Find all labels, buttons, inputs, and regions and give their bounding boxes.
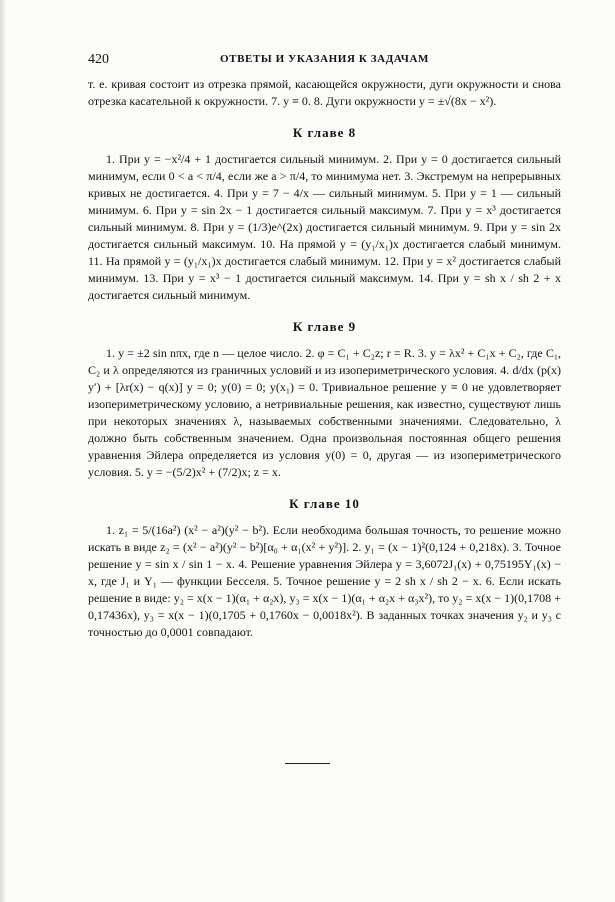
chapter-10-answers: 1. z₁ = 5/(16a²) (x² − a²)(y² − b²). Если необходима большая точность, то решение можно искать в виде z₂ = (x² − a²)(y² − b²)[α₀ + α₁(x² + y²)]. 2. y₁ = (x − 1)²(0,124 + 0,218x). 3. Точное решение y = sin x / sin 1 − x. 4. Решение уравнения Эйлера y = 3,6072J₁(x) + 0,75195Y₁(x) − x, где J₁ и Y₁ — функции Бесселя. 5. Точное решение y = 2 sh x / sh 2 − x. 6. Если искать решение в виде: y₂ = x(x − 1)(α₁ + α₂x), y₃ = x(x − 1)(α₁ + α₂x + α₃x²), то y₂ = x(x − 1)(0,1708 + 0,17436x), y₃ = x(x − 1)(0,1705 + 0,1760x − 0,0018x²). В заданных точках значения y₂ и y₃ с точностью до 0,0001 совпадают. [88,523,561,639]
page-number: 420 [88,52,109,67]
chapter-10-heading: К главе 10 [289,496,360,511]
chapter-9-answers: 1. y = ±2 sin nπx, где n — целое число. 2. φ = C₁ + C₂z; r = R. 3. y = λx² + C₁x + C₂, где C₁, C₂ и λ определяются из граничных условий и из изопериметрического условия. 4. d/dx (p(x) y′) + [λr(x) − q(x)] y = 0; y(0) = 0; y(x₁) = 0. Тривиальное решение y ≡ 0 не удовлетворяет изопериметрическому условию, а нетривиальные решения, как известно, существуют лишь при некоторых значениях λ, называемых собственными значениями. Следовательно, λ должно быть собственным значением. Одна произвольная постоянная общего решения уравнения Эйлера определяется из условия y(0) = 0, другая — из изопериметрического условия. 5. y = −(5/2)x² + (7/2)x; z = x. [88,346,561,479]
page-binding-edge [0,0,6,902]
chapter-8-answers: 1. При y = −x²/4 + 1 достигается сильный минимум. 2. При y = 0 достигается сильный минимум, если 0 < a < π/4, если же a > π/4, то минимума нет. 3. Экстремум на непрерывных кривых не достигается. 4. При y = 7 − 4/x — сильный минимум. 5. При y = 1 — сильный минимум. 6. При y = sin 2x − 1 достигается сильный максимум. 7. При y = x³ достигается сильный минимум. 8. При y = (1/3)e^(2x) достигается сильный минимум. 9. При y = sin 2x достигается сильный максимум. 10. На прямой y = (y₁/x₁)x достигается слабый минимум. 11. На прямой y = (y₁/x₁)x достигается слабый минимум. 12. При y = x² достигается слабый минимум. 13. При y = x³ − 1 достигается сильный максимум. 14. При y = sh x / sh 2 + x достигается сильный минимум. [88,152,561,302]
page-header [88,52,561,70]
end-rule [285,763,330,764]
intro-paragraph: т. е. кривая состоит из отрезка прямой, касающейся окружности, дуги окружности и снова отрезка касательной к окружности. 7. y ≡ 0. 8. Дуги окружности y = ±√(8x − x²). [88,77,561,108]
running-title: ОТВЕТЫ И УКАЗАНИЯ К ЗАДАЧАМ [220,53,429,65]
answers-text [88,76,561,641]
chapter-9-heading: К главе 9 [292,319,357,334]
chapter-8-heading: К главе 8 [292,125,357,140]
